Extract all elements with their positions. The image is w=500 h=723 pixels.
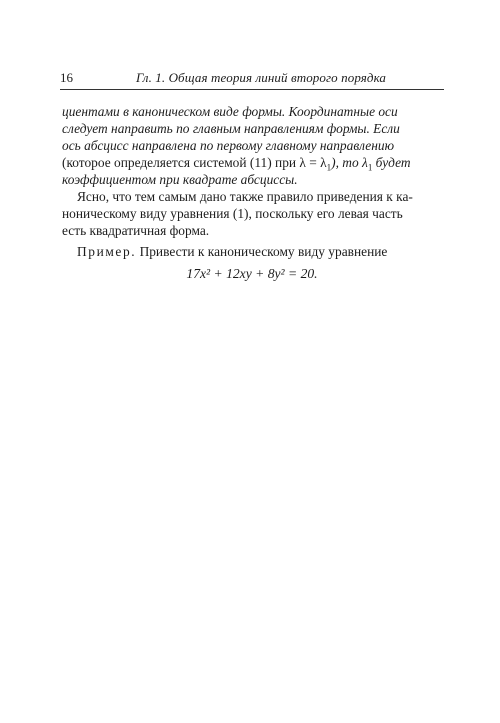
text-line: ноническому виду уравнения (1), поскольку его левая часть <box>62 206 403 221</box>
equation-main: 17x² + 12xy + 8y² = 20. <box>186 266 318 281</box>
running-header <box>60 70 444 88</box>
example-label: Пример. <box>77 244 137 259</box>
text-line: Ясно, что тем самым дано также правило приведения к ка- <box>77 189 413 204</box>
chapter-title: Гл. 1. Общая теория линий второго порядка <box>136 70 387 85</box>
text-line: следует направить по главным направлениям формы. Если <box>62 121 400 136</box>
text-line: (которое определяется системой (11) при $\lambda = \lambda_1$), то $\lambda_1$ будет <box>62 155 411 173</box>
header-rule <box>60 89 444 90</box>
text-line: коэффициентом при квадрате абсциссы. <box>62 172 298 187</box>
text-line: циентами в каноническом виде формы. Координатные оси <box>62 104 398 119</box>
example-line: Пример. Привести к каноническому виду уравнение <box>77 244 388 259</box>
page-number: 16 <box>60 70 73 85</box>
text-line: ось абсцисс направлена по первому главному направлению <box>62 138 395 153</box>
text-line: есть квадратичная форма. <box>62 223 210 238</box>
